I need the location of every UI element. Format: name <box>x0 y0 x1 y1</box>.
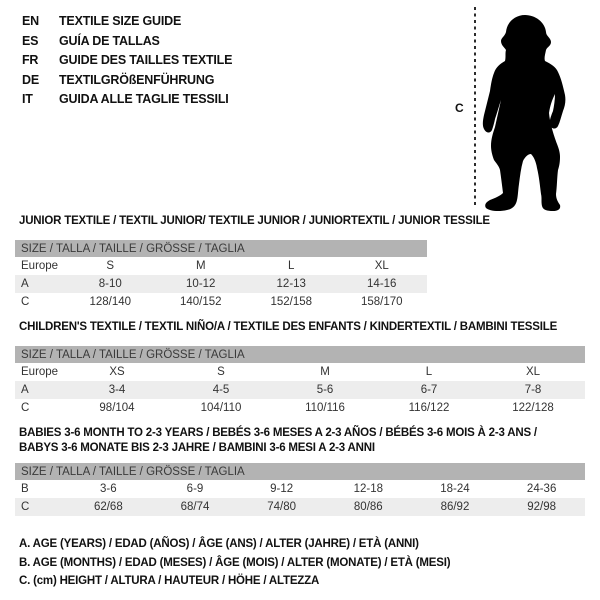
language-list <box>22 12 232 110</box>
cell: 5-6 <box>273 381 377 399</box>
height-measure-dotted-line <box>474 7 476 208</box>
table-row-age <box>15 275 427 293</box>
cell: 62/68 <box>65 498 152 516</box>
cell: M <box>320 366 330 378</box>
language-label: GUIDE DES TAILLES TEXTILE <box>59 53 233 67</box>
babies-title-line1: BABIES 3-6 MONTH TO 2-3 YEARS / BEBÉS 3-6 MESES A 2-3 AÑOS / BÉBÉS 3-6 MOIS À 2-3 ANS / <box>19 427 537 439</box>
babies-title-line2: BABYS 3-6 MONATE BIS 2-3 JAHRE / BAMBINI 3-6 MESI A 2-3 ANNI <box>19 442 375 454</box>
language-label: TEXTILE SIZE GUIDE <box>59 14 182 28</box>
size-header-row <box>15 240 427 257</box>
cell: L <box>288 260 295 272</box>
cell: 12-13 <box>246 275 337 293</box>
language-code: EN <box>22 14 39 28</box>
cell: 3-4 <box>65 381 169 399</box>
language-row-es <box>22 32 232 52</box>
cell: 4-5 <box>169 381 273 399</box>
language-row-it <box>22 90 232 110</box>
cell: 6-9 <box>186 483 204 495</box>
cell: 116/122 <box>408 402 450 414</box>
table-row-height <box>15 498 585 516</box>
cell: 24-36 <box>526 483 557 495</box>
cell: 68/74 <box>152 498 239 516</box>
language-row-fr <box>22 51 232 71</box>
language-label: GUIDA ALLE TAGLIE TESSILI <box>59 92 229 106</box>
junior-table-title: JUNIOR TEXTILE / TEXTIL JUNIOR/ TEXTILE JUNIOR / JUNIORTEXTIL / JUNIOR TESSILE <box>19 215 490 227</box>
cell: S <box>217 366 225 378</box>
row-label: C <box>21 402 30 414</box>
toddler-silhouette-icon <box>480 5 600 215</box>
cell: 7-8 <box>481 381 585 399</box>
cell: XL <box>374 260 389 272</box>
table-row-height <box>15 293 427 311</box>
row-label: B <box>21 483 29 495</box>
language-label: TEXTILGRÖßENFÜHRUNG <box>59 72 215 87</box>
cell: XL <box>525 366 541 378</box>
cell: 9-12 <box>270 483 294 495</box>
row-label: A <box>15 381 65 399</box>
babies-table-title <box>19 426 579 456</box>
row-label: C <box>21 296 30 308</box>
children-size-table <box>15 346 585 417</box>
language-row-en <box>22 12 232 32</box>
cell: 158/170 <box>360 296 403 308</box>
size-header-row <box>15 346 585 363</box>
babies-size-table <box>15 463 585 516</box>
cell: 122/128 <box>512 402 554 414</box>
junior-size-table <box>15 240 427 311</box>
cell: XS <box>109 366 125 378</box>
language-row-de <box>22 71 232 91</box>
cell: 3-6 <box>100 483 117 495</box>
cell: 14-16 <box>337 275 428 293</box>
cell: 92/98 <box>498 498 585 516</box>
height-measure-label: C <box>455 101 464 115</box>
language-code: IT <box>22 92 33 106</box>
table-row-age-months <box>15 480 585 498</box>
size-header-row <box>15 463 585 480</box>
footnote-list <box>19 535 450 591</box>
footnote-a: A. AGE (YEARS) / EDAD (AÑOS) / ÂGE (ANS) / ALTER (JAHRE) / ETÀ (ANNI) <box>19 538 419 550</box>
footnote-c: C. (cm) HEIGHT / ALTURA / HAUTEUR / HÖHE / ALTEZZA <box>19 575 320 587</box>
cell: 6-7 <box>377 381 481 399</box>
cell: 98/104 <box>99 402 135 414</box>
row-label: Europe <box>21 366 59 378</box>
language-label: GUÍA DE TALLAS <box>59 33 160 48</box>
language-code: FR <box>22 53 39 67</box>
cell: 104/110 <box>200 402 242 414</box>
cell: 8-10 <box>65 275 156 293</box>
size-header-label: SIZE / TALLA / TAILLE / GRÖSSE / TAGLIA <box>15 240 427 257</box>
table-row-europe <box>15 257 427 275</box>
cell: M <box>195 260 206 272</box>
row-label: A <box>15 275 65 293</box>
language-code: DE <box>22 72 39 87</box>
table-row-age <box>15 381 585 399</box>
cell: 128/140 <box>89 296 132 308</box>
cell: 86/92 <box>412 498 499 516</box>
cell: 12-18 <box>353 483 383 495</box>
size-header-label: SIZE / TALLA / TAILLE / GRÖSSE / TAGLIA <box>15 463 585 480</box>
row-label: C <box>15 498 65 516</box>
cell: 18-24 <box>440 483 470 495</box>
children-table-title: CHILDREN'S TEXTILE / TEXTIL NIÑO/A / TEXTILE DES ENFANTS / KINDERTEXTIL / BAMBINI TESSILE <box>19 321 558 333</box>
cell: 74/80 <box>238 498 325 516</box>
cell: 110/116 <box>305 402 345 414</box>
size-header-label: SIZE / TALLA / TAILLE / GRÖSSE / TAGLIA <box>15 346 585 363</box>
cell: 80/86 <box>325 498 412 516</box>
cell: 10-12 <box>156 275 247 293</box>
row-label: Europe <box>21 260 59 272</box>
cell: 152/158 <box>270 296 313 308</box>
table-row-europe <box>15 363 585 381</box>
cell: S <box>106 260 115 272</box>
cell: L <box>425 366 433 378</box>
cell: 140/152 <box>179 296 222 308</box>
footnote-b: B. AGE (MONTHS) / EDAD (MESES) / ÂGE (MOIS) / ALTER (MONATE) / ETÀ (MESI) <box>19 556 451 569</box>
language-code: ES <box>22 33 39 48</box>
table-row-height <box>15 399 585 417</box>
